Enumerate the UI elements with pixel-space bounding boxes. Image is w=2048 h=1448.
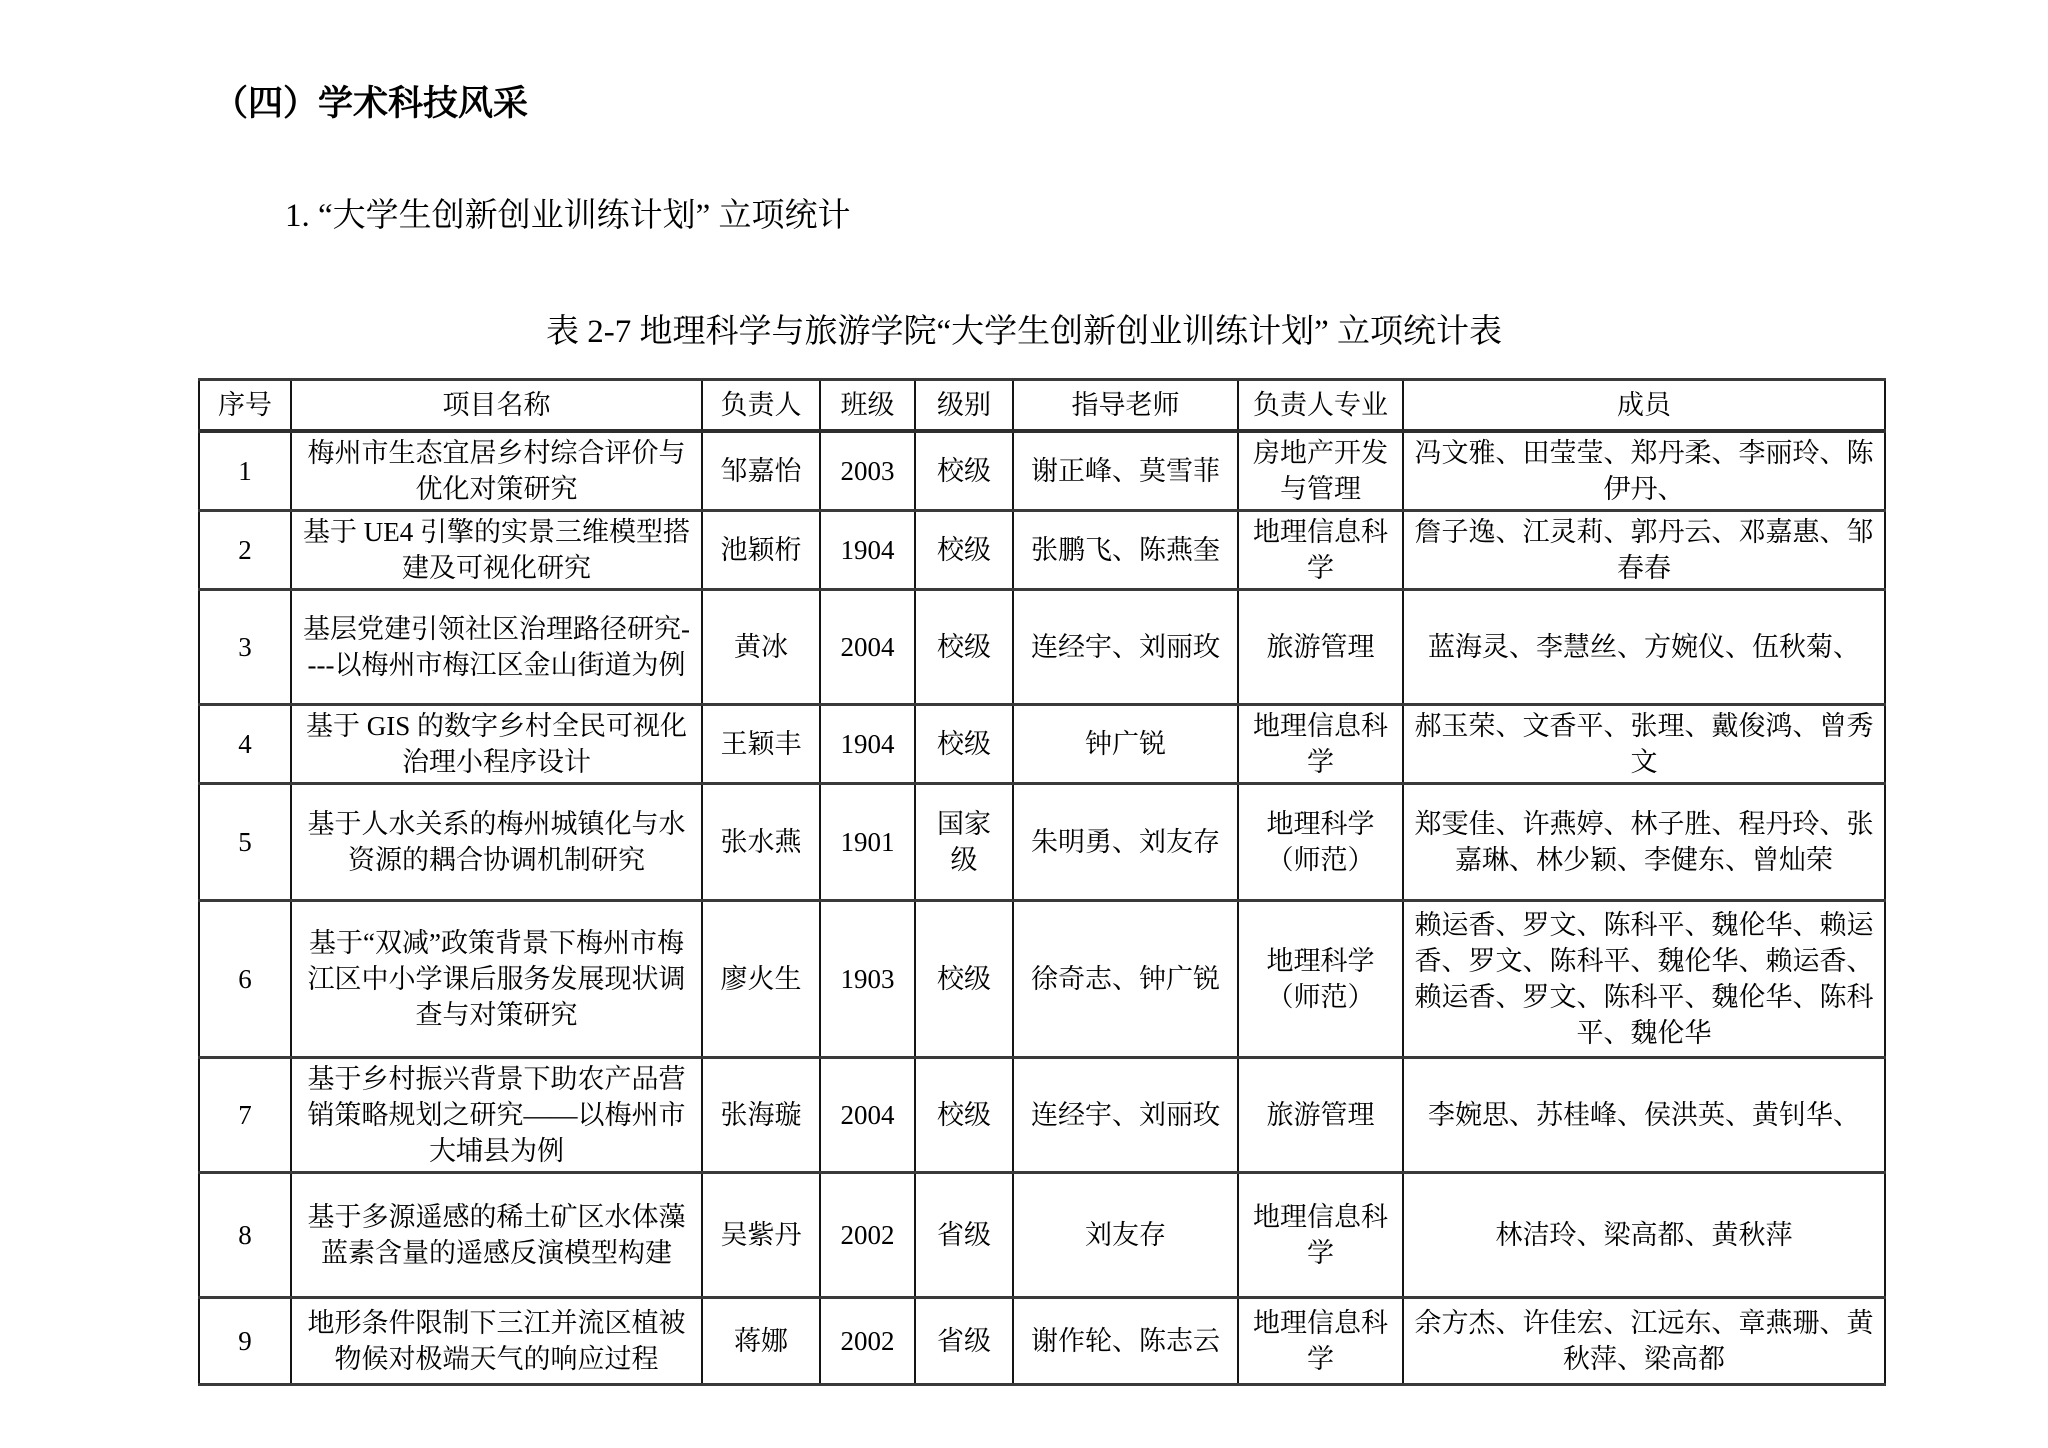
cell-index: 6 bbox=[199, 901, 291, 1058]
col-header-leader: 负责人 bbox=[702, 380, 820, 432]
cell-project-name: 基于“双减”政策背景下梅州市梅江区中小学课后服务发展现状调查与对策研究 bbox=[291, 901, 702, 1058]
table-row bbox=[199, 901, 1885, 1058]
cell-level: 校级 bbox=[915, 511, 1013, 590]
cell-level: 校级 bbox=[915, 590, 1013, 705]
cell-class: 1903 bbox=[820, 901, 915, 1058]
cell-index: 5 bbox=[199, 784, 291, 901]
cell-leader-major: 旅游管理 bbox=[1238, 1058, 1403, 1173]
cell-advisors: 朱明勇、刘友存 bbox=[1013, 784, 1238, 901]
cell-members: 郑雯佳、许燕婷、林子胜、程丹玲、张嘉琳、林少颖、李健东、曾灿荣 bbox=[1403, 784, 1885, 901]
cell-members: 冯文雅、田莹莹、郑丹柔、李丽玲、陈伊丹、 bbox=[1403, 431, 1885, 511]
table-row bbox=[199, 1058, 1885, 1173]
cell-class: 1904 bbox=[820, 705, 915, 784]
cell-advisors: 徐奇志、钟广锐 bbox=[1013, 901, 1238, 1058]
cell-leader: 廖火生 bbox=[702, 901, 820, 1058]
table-row bbox=[199, 431, 1885, 511]
col-header-level: 级别 bbox=[915, 380, 1013, 432]
cell-project-name: 基层党建引领社区治理路径研究----以梅州市梅江区金山街道为例 bbox=[291, 590, 702, 705]
cell-leader: 张水燕 bbox=[702, 784, 820, 901]
cell-project-name: 地形条件限制下三江并流区植被物候对极端天气的响应过程 bbox=[291, 1298, 702, 1385]
cell-class: 2002 bbox=[820, 1298, 915, 1385]
col-header-leader-major: 负责人专业 bbox=[1238, 380, 1403, 432]
table-body bbox=[199, 431, 1885, 1385]
cell-leader-major: 地理信息科学 bbox=[1238, 705, 1403, 784]
cell-leader: 黄冰 bbox=[702, 590, 820, 705]
cell-index: 7 bbox=[199, 1058, 291, 1173]
section-heading: （四）学术科技风采 bbox=[213, 84, 529, 123]
table-row bbox=[199, 705, 1885, 784]
projects-table bbox=[198, 378, 1886, 1386]
cell-members: 赖运香、罗文、陈科平、魏伦华、赖运香、罗文、陈科平、魏伦华、赖运香、赖运香、罗文、陈科平、魏伦华、陈科平、魏伦华 bbox=[1403, 901, 1885, 1058]
col-header-advisors: 指导老师 bbox=[1013, 380, 1238, 432]
cell-level: 校级 bbox=[915, 705, 1013, 784]
cell-leader: 吴紫丹 bbox=[702, 1173, 820, 1298]
cell-members: 郝玉荣、文香平、张理、戴俊鸿、曾秀文 bbox=[1403, 705, 1885, 784]
table-row bbox=[199, 784, 1885, 901]
cell-advisors: 连经宇、刘丽玫 bbox=[1013, 1058, 1238, 1173]
cell-leader-major: 地理信息科学 bbox=[1238, 1173, 1403, 1298]
cell-advisors: 刘友存 bbox=[1013, 1173, 1238, 1298]
cell-project-name: 基于 UE4 引擎的实景三维模型搭建及可视化研究 bbox=[291, 511, 702, 590]
cell-advisors: 张鹏飞、陈燕奎 bbox=[1013, 511, 1238, 590]
table-header-row bbox=[199, 380, 1885, 432]
table-row bbox=[199, 590, 1885, 705]
cell-level: 校级 bbox=[915, 1058, 1013, 1173]
cell-index: 4 bbox=[199, 705, 291, 784]
cell-index: 3 bbox=[199, 590, 291, 705]
cell-level: 国家级 bbox=[915, 784, 1013, 901]
cell-leader-major: 地理信息科学 bbox=[1238, 511, 1403, 590]
cell-index: 1 bbox=[199, 431, 291, 511]
cell-leader: 张海璇 bbox=[702, 1058, 820, 1173]
cell-class: 1904 bbox=[820, 511, 915, 590]
cell-advisors: 谢作轮、陈志云 bbox=[1013, 1298, 1238, 1385]
cell-index: 2 bbox=[199, 511, 291, 590]
table-row bbox=[199, 1173, 1885, 1298]
col-header-members: 成员 bbox=[1403, 380, 1885, 432]
cell-leader: 王颖丰 bbox=[702, 705, 820, 784]
cell-class: 2004 bbox=[820, 590, 915, 705]
cell-members: 蓝海灵、李慧丝、方婉仪、伍秋菊、 bbox=[1403, 590, 1885, 705]
cell-index: 8 bbox=[199, 1173, 291, 1298]
cell-project-name: 基于 GIS 的数字乡村全民可视化治理小程序设计 bbox=[291, 705, 702, 784]
cell-leader: 池颖桁 bbox=[702, 511, 820, 590]
cell-class: 2003 bbox=[820, 431, 915, 511]
cell-level: 校级 bbox=[915, 431, 1013, 511]
col-header-project-name: 项目名称 bbox=[291, 380, 702, 432]
cell-leader: 邹嘉怡 bbox=[702, 431, 820, 511]
cell-leader-major: 地理信息科学 bbox=[1238, 1298, 1403, 1385]
cell-level: 省级 bbox=[915, 1173, 1013, 1298]
cell-leader-major: 旅游管理 bbox=[1238, 590, 1403, 705]
subsection-heading: 1. “大学生创新创业训练计划” 立项统计 bbox=[285, 197, 851, 234]
cell-class: 2002 bbox=[820, 1173, 915, 1298]
table-row bbox=[199, 1298, 1885, 1385]
cell-members: 余方杰、许佳宏、江远东、章燕珊、黄秋萍、梁高都 bbox=[1403, 1298, 1885, 1385]
cell-leader: 蒋娜 bbox=[702, 1298, 820, 1385]
cell-advisors: 连经宇、刘丽玫 bbox=[1013, 590, 1238, 705]
cell-project-name: 梅州市生态宜居乡村综合评价与优化对策研究 bbox=[291, 431, 702, 511]
cell-class: 1901 bbox=[820, 784, 915, 901]
cell-members: 詹子逸、江灵莉、郭丹云、邓嘉惠、邹春春 bbox=[1403, 511, 1885, 590]
cell-index: 9 bbox=[199, 1298, 291, 1385]
cell-level: 校级 bbox=[915, 901, 1013, 1058]
cell-members: 李婉思、苏桂峰、侯洪英、黄钊华、 bbox=[1403, 1058, 1885, 1173]
col-header-index: 序号 bbox=[199, 380, 291, 432]
cell-project-name: 基于多源遥感的稀土矿区水体藻蓝素含量的遥感反演模型构建 bbox=[291, 1173, 702, 1298]
cell-class: 2004 bbox=[820, 1058, 915, 1173]
cell-leader-major: 地理科学（师范） bbox=[1238, 784, 1403, 901]
col-header-class: 班级 bbox=[820, 380, 915, 432]
cell-advisors: 钟广锐 bbox=[1013, 705, 1238, 784]
cell-project-name: 基于乡村振兴背景下助农产品营销策略规划之研究——以梅州市大埔县为例 bbox=[291, 1058, 702, 1173]
cell-advisors: 谢正峰、莫雪菲 bbox=[1013, 431, 1238, 511]
cell-members: 林洁玲、梁高都、黄秋萍 bbox=[1403, 1173, 1885, 1298]
cell-project-name: 基于人水关系的梅州城镇化与水资源的耦合协调机制研究 bbox=[291, 784, 702, 901]
table-row bbox=[199, 511, 1885, 590]
cell-leader-major: 地理科学（师范） bbox=[1238, 901, 1403, 1058]
table-caption: 表 2-7 地理科学与旅游学院“大学生创新创业训练计划” 立项统计表 bbox=[545, 313, 1503, 350]
cell-leader-major: 房地产开发与管理 bbox=[1238, 431, 1403, 511]
cell-level: 省级 bbox=[915, 1298, 1013, 1385]
